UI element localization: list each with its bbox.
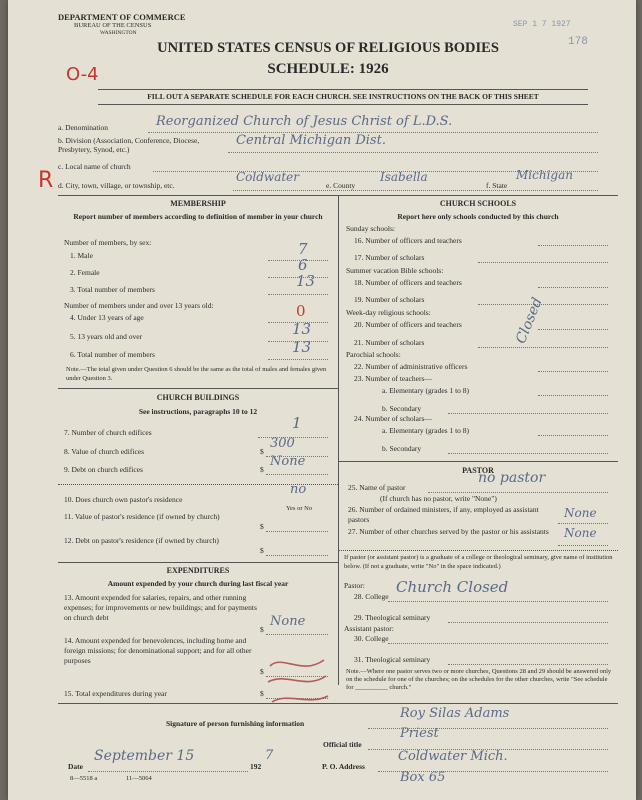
signature-label: Signature of person furnishing information [166,719,305,728]
q26-value: None [564,506,597,520]
q12-label: 12. Debt on pastor's residence (if owned by church) [64,536,219,545]
city-town-label: d. City, town, village, or township, etc. [58,181,175,190]
q10-label: 10. Does church own pastor's residence [64,495,183,504]
q25-note: (If church has no pastor, write "None") [380,494,497,503]
main-grid-divider [338,195,339,685]
q15-dollar: $ [260,689,264,698]
q28-value: Church Closed [396,578,509,596]
q29-label: 29. Theological seminary [354,613,431,622]
city-town-value: Coldwater [236,170,300,184]
q22-line [538,371,608,372]
q23a-label: a. Elementary (grades 1 to 8) [382,386,470,395]
q17-label: 17. Number of scholars [354,253,425,262]
q3-line [268,294,328,295]
form-subtitle: SCHEDULE: 1926 [267,61,389,77]
q20-line [538,329,608,330]
q6-label: 6. Total number of members [70,350,155,359]
q31-line [448,664,608,665]
q13-value: None [270,614,306,629]
q9-value: None [270,454,306,469]
q28-label: 28. College [354,592,389,601]
q6-line [268,359,328,360]
q21-label: 21. Number of scholars [354,338,425,347]
city-label: WASHINGTON [100,30,137,36]
print-number: 11—5064 [126,775,152,782]
q8-value: 300 [270,436,295,451]
local-name-label: c. Local name of church [58,162,131,171]
county-value: Isabella [380,170,428,184]
q14-dollar: $ [260,667,264,676]
instruction-line: FILL OUT A SEPARATE SCHEDULE FOR EACH CHURCH. SEE INSTRUCTIONS ON THE BACK OF THIS SHEET [147,92,539,101]
denomination-value: Reorganized Church of Jesus Christ of L.D.S. [156,114,453,129]
address-label: P. O. Address [322,762,365,771]
pastor-mid-rule [338,550,618,551]
q3-label: 3. Total number of members [70,285,155,294]
q26-line [558,523,608,524]
assistant-sub-label: Assistant pastor: [344,624,394,633]
q23a-line [538,395,608,396]
q18-line [538,287,608,288]
census-schedule-sheet [8,0,636,800]
membership-title: MEMBERSHIP [170,199,226,208]
header-divider-bottom [98,104,588,105]
q9-dollar: $ [260,465,264,474]
year-value: 7 [265,748,274,763]
q12-dollar: $ [260,546,264,555]
q10-value: no [290,482,307,497]
q5-label: 5. 13 years old and over [70,332,143,341]
q24-label: 24. Number of scholars— [354,414,432,423]
q7-label: 7. Number of church edifices [64,428,152,437]
signature-divider [58,703,618,704]
q23b-line [448,413,608,414]
by-sex-label: Number of members, by sex: [64,238,152,247]
q11-line [266,531,328,532]
buildings-title: CHURCH BUILDINGS [156,393,240,402]
q9-line [266,474,328,475]
pastor-title: PASTOR [462,466,494,475]
q27-value: None [564,526,597,540]
expenditures-divider [58,562,338,563]
q30-label: 30. College [354,634,389,643]
age-label: Number of members under and over 13 years old: [64,301,214,310]
q11-label: 11. Value of pastor's residence (if owned by church) [64,512,220,521]
q16-line [538,245,608,246]
division-value: Central Michigan Dist. [236,133,386,148]
q24b-line [448,453,608,454]
membership-intro: Report number of members according to definition of member in your church [73,212,323,221]
q18-label: 18. Number of officers and teachers [354,278,462,287]
schools-closed-scrawl: Closed [513,295,546,346]
year-prefix: 192 [250,762,262,771]
expenditures-intro: Amount expended by your church during last fiscal year [107,579,289,588]
sunday-label: Sunday schools: [346,224,395,233]
division-label: b. Division (Association, Conference, Diocese, Presbytery, Synod, etc.) [58,136,200,154]
address-value: Coldwater Mich. [398,749,508,764]
q17-line [478,262,608,263]
q4-value: 0 [296,302,306,320]
q25-value: no pastor [478,470,546,486]
box-value: Box 65 [400,770,446,785]
stamp-number: 178 [568,36,588,48]
q19-label: 19. Number of scholars [354,295,425,304]
state-label: f. State [486,181,508,190]
city-line [233,190,598,191]
q7-value: 1 [292,414,302,432]
q8-dollar: $ [260,447,264,456]
q29-line [448,622,608,623]
membership-note: Note.—The total given under Question 6 should be the same as the total of males and females given under Question 3. [66,366,327,382]
q2-label: 2. Female [70,268,100,277]
q1-label: 1. Male [70,251,93,260]
q5-value: 13 [292,320,312,338]
buildings-intro: See instructions, paragraphs 10 to 12 [138,407,258,416]
q20-label: 20. Number of officers and teachers [354,320,462,329]
q2-value: 6 [298,256,308,274]
q13-line [266,634,328,635]
yes-no-hint: Yes or No [286,505,313,512]
denomination-label: a. Denomination [58,123,108,132]
date-label: Date [68,762,83,771]
q13-label: 13. Amount expended for salaries, repairs, and other running expenses; for improvements or new buildings; and for payments on church debt [64,593,257,622]
q23b-label: b. Secondary [382,404,422,413]
q23-label: 23. Number of teachers— [354,374,432,383]
official-title-value: Priest [400,726,439,741]
q8-label: 8. Value of church edifices [64,447,145,456]
expenditures-title: EXPENDITURES [166,566,230,575]
form-title: UNITED STATES CENSUS OF RELIGIOUS BODIES [157,40,499,56]
q30-line [388,643,608,644]
q31-label: 31. Theological seminary [354,655,431,664]
department-label: DEPARTMENT OF COMMERCE [58,12,186,22]
date-value: September 15 [94,748,195,764]
buildings-divider [58,388,338,389]
pastor-sub-label: Pastor: [344,581,365,590]
date-line [88,771,248,772]
header-divider-top [98,89,588,90]
schools-title: CHURCH SCHOOLS [439,199,517,208]
expenditure-scribble-icon [262,646,332,706]
graduate-intro: If pastor (or assistant pastor) is a graduate of a college or theological seminary, give name of institution below. (If not a graduate, write "No" in the space indicated.) [344,554,613,570]
q15-label: 15. Total expenditures during year [64,689,167,698]
q22-label: 22. Number of administrative officers [354,362,468,371]
weekday-label: Week-day religious schools: [346,308,431,317]
q13-dollar: $ [260,625,264,634]
q26-label: 26. Number of ordained ministers, if any, employed as assistant pastors [348,505,539,524]
q27-line [558,545,608,546]
q24a-label: a. Elementary (grades 1 to 8) [382,426,470,435]
q1-value: 7 [298,240,308,258]
q6-value: 13 [292,338,312,356]
pastor-note: Note.—Where one pastor serves two or more churches, Questions 28 and 29 should be answered only on the schedule for one of the churches; on the schedules for the other churches, write "See schedule for __________ church." [346,668,612,691]
q28-line [388,601,608,602]
q11-dollar: $ [260,522,264,531]
q24a-line [538,435,608,436]
q27-label: 27. Number of other churches served by the pastor or his assistants [348,527,549,536]
official-title-label: Official title [323,740,362,749]
q16-label: 16. Number of officers and teachers [354,236,462,245]
q25-line [428,492,608,493]
red-code-mark: O-4 [66,64,99,85]
q25-label: 25. Name of pastor [348,483,406,492]
q21-line [478,347,608,348]
q12-line [266,555,328,556]
parochial-label: Parochial schools: [346,350,401,359]
red-r-mark: R [38,168,54,193]
state-value: Michigan [516,168,573,182]
bureau-label: BUREAU OF THE CENSUS [74,22,152,29]
q14-label: 14. Amount expended for benevolences, including home and foreign missions; for denominational support; and for all other purposes [64,636,252,665]
q9-label: 9. Debt on church edifices [64,465,143,474]
q3-value: 13 [296,272,316,290]
summer-label: Summer vacation Bible schools: [346,266,444,275]
q24b-label: b. Secondary [382,444,422,453]
county-label: e. County [326,181,356,190]
division-line [228,152,598,153]
form-number: 8—5518 a [70,775,98,782]
received-date-stamp: SEP 1 7 1927 [513,20,571,29]
schools-intro: Report here only schools conducted by this church [397,212,559,221]
signature-value: Roy Silas Adams [400,706,510,721]
pastor-divider [338,461,618,462]
q4-label: 4. Under 13 years of age [70,313,144,322]
